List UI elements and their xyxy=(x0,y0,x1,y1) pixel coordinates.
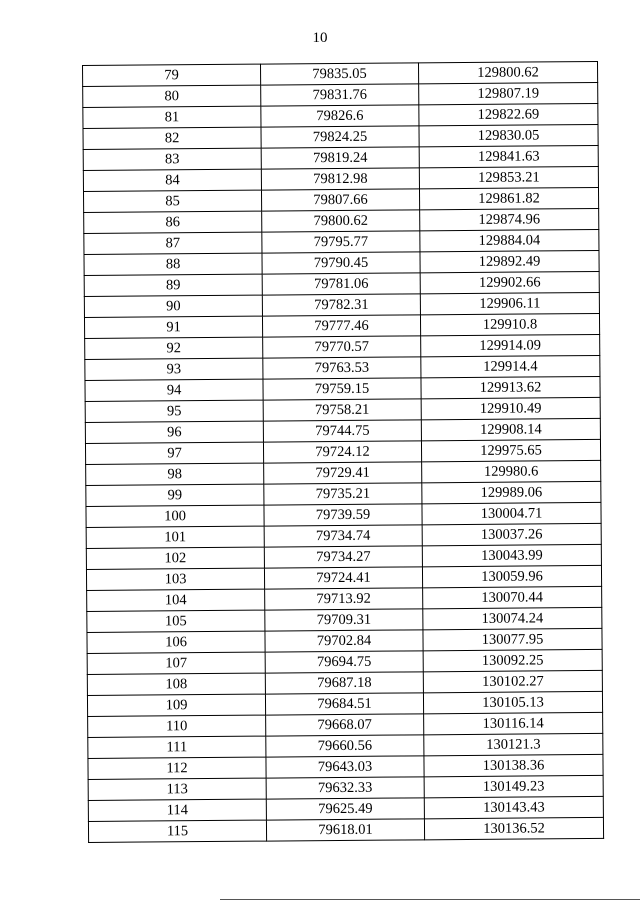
point-number-cell: 106 xyxy=(87,631,265,653)
y-coordinate-cell: 130004.71 xyxy=(422,502,601,524)
x-coordinate-cell: 79684.51 xyxy=(265,693,423,715)
x-coordinate-cell: 79687.18 xyxy=(265,672,423,694)
y-coordinate-cell: 130149.23 xyxy=(424,775,603,797)
x-coordinate-cell: 79759.15 xyxy=(263,378,421,400)
y-coordinate-cell: 130037.26 xyxy=(422,523,601,545)
point-number-cell: 91 xyxy=(84,316,262,338)
x-coordinate-cell: 79734.27 xyxy=(264,546,422,568)
y-coordinate-cell: 130121.3 xyxy=(424,733,603,755)
bottom-rule xyxy=(220,899,640,900)
y-coordinate-cell: 129906.11 xyxy=(420,292,599,314)
x-coordinate-cell: 79777.46 xyxy=(262,315,420,337)
coordinates-table-wrapper xyxy=(82,61,603,843)
point-number-cell: 92 xyxy=(85,337,263,359)
x-coordinate-cell: 79632.33 xyxy=(266,777,424,799)
x-coordinate-cell: 79729.41 xyxy=(264,462,422,484)
y-coordinate-cell: 129830.05 xyxy=(419,124,598,146)
point-number-cell: 97 xyxy=(85,442,263,464)
x-coordinate-cell: 79724.41 xyxy=(264,567,422,589)
x-coordinate-cell: 79824.25 xyxy=(261,126,419,148)
x-coordinate-cell: 79709.31 xyxy=(265,609,423,631)
x-coordinate-cell: 79702.84 xyxy=(265,630,423,652)
x-coordinate-cell: 79831.76 xyxy=(261,84,419,106)
y-coordinate-cell: 129874.96 xyxy=(420,208,599,230)
y-coordinate-cell: 130136.52 xyxy=(424,817,603,839)
point-number-cell: 83 xyxy=(83,148,261,170)
x-coordinate-cell: 79782.31 xyxy=(262,294,420,316)
point-number-cell: 93 xyxy=(85,358,263,380)
x-coordinate-cell: 79618.01 xyxy=(266,819,424,841)
x-coordinate-cell: 79668.07 xyxy=(266,714,424,736)
point-number-cell: 90 xyxy=(84,295,262,317)
point-number-cell: 86 xyxy=(84,211,262,233)
point-number-cell: 81 xyxy=(83,106,261,128)
point-number-cell: 114 xyxy=(88,799,266,821)
y-coordinate-cell: 130043.99 xyxy=(422,544,601,566)
x-coordinate-cell: 79770.57 xyxy=(263,336,421,358)
y-coordinate-cell: 129861.82 xyxy=(419,187,598,209)
point-number-cell: 88 xyxy=(84,253,262,275)
y-coordinate-cell: 129853.21 xyxy=(419,166,598,188)
y-coordinate-cell: 130059.96 xyxy=(422,565,601,587)
table-body xyxy=(83,61,604,842)
point-number-cell: 100 xyxy=(86,505,264,527)
x-coordinate-cell: 79835.05 xyxy=(260,63,418,85)
point-number-cell: 95 xyxy=(85,400,263,422)
y-coordinate-cell: 129807.19 xyxy=(419,82,598,104)
point-number-cell: 113 xyxy=(88,778,266,800)
point-number-cell: 111 xyxy=(88,736,266,758)
x-coordinate-cell: 79826.6 xyxy=(261,105,419,127)
point-number-cell: 80 xyxy=(83,85,261,107)
x-coordinate-cell: 79724.12 xyxy=(263,441,421,463)
point-number-cell: 105 xyxy=(87,610,265,632)
y-coordinate-cell: 129913.62 xyxy=(421,376,600,398)
point-number-cell: 107 xyxy=(87,652,265,674)
y-coordinate-cell: 129989.06 xyxy=(422,481,601,503)
x-coordinate-cell: 79625.49 xyxy=(266,798,424,820)
y-coordinate-cell: 129914.09 xyxy=(421,334,600,356)
x-coordinate-cell: 79807.66 xyxy=(261,189,419,211)
point-number-cell: 101 xyxy=(86,526,264,548)
y-coordinate-cell: 130102.27 xyxy=(423,670,602,692)
y-coordinate-cell: 130070.44 xyxy=(423,586,602,608)
point-number-cell: 104 xyxy=(87,589,265,611)
table-row xyxy=(88,817,603,842)
point-number-cell: 98 xyxy=(86,463,264,485)
coordinates-table xyxy=(82,61,604,843)
x-coordinate-cell: 79643.03 xyxy=(266,756,424,778)
y-coordinate-cell: 130092.25 xyxy=(423,649,602,671)
x-coordinate-cell: 79744.75 xyxy=(263,420,421,442)
point-number-cell: 87 xyxy=(84,232,262,254)
y-coordinate-cell: 130105.13 xyxy=(423,691,602,713)
y-coordinate-cell: 130074.24 xyxy=(423,607,602,629)
y-coordinate-cell: 129914.4 xyxy=(421,355,600,377)
x-coordinate-cell: 79781.06 xyxy=(262,273,420,295)
y-coordinate-cell: 130138.36 xyxy=(424,754,603,776)
point-number-cell: 109 xyxy=(87,694,265,716)
point-number-cell: 108 xyxy=(87,673,265,695)
y-coordinate-cell: 129892.49 xyxy=(420,250,599,272)
page-number: 10 xyxy=(312,30,328,46)
point-number-cell: 102 xyxy=(86,547,264,569)
x-coordinate-cell: 79734.74 xyxy=(264,525,422,547)
point-number-cell: 103 xyxy=(86,568,264,590)
y-coordinate-cell: 129908.14 xyxy=(421,418,600,440)
x-coordinate-cell: 79790.45 xyxy=(262,252,420,274)
x-coordinate-cell: 79758.21 xyxy=(263,399,421,421)
y-coordinate-cell: 129822.69 xyxy=(419,103,598,125)
y-coordinate-cell: 129975.65 xyxy=(421,439,600,461)
y-coordinate-cell: 130116.14 xyxy=(424,712,603,734)
x-coordinate-cell: 79819.24 xyxy=(261,147,419,169)
point-number-cell: 84 xyxy=(83,169,261,191)
point-number-cell: 110 xyxy=(88,715,266,737)
point-number-cell: 82 xyxy=(83,127,261,149)
y-coordinate-cell: 129841.63 xyxy=(419,145,598,167)
point-number-cell: 89 xyxy=(84,274,262,296)
y-coordinate-cell: 129980.6 xyxy=(422,460,601,482)
point-number-cell: 85 xyxy=(83,190,261,212)
x-coordinate-cell: 79795.77 xyxy=(262,231,420,253)
point-number-cell: 79 xyxy=(83,64,261,86)
x-coordinate-cell: 79735.21 xyxy=(264,483,422,505)
y-coordinate-cell: 130077.95 xyxy=(423,628,602,650)
y-coordinate-cell: 129910.8 xyxy=(420,313,599,335)
x-coordinate-cell: 79763.53 xyxy=(263,357,421,379)
point-number-cell: 112 xyxy=(88,757,266,779)
y-coordinate-cell: 129910.49 xyxy=(421,397,600,419)
y-coordinate-cell: 129902.66 xyxy=(420,271,599,293)
point-number-cell: 99 xyxy=(86,484,264,506)
x-coordinate-cell: 79739.59 xyxy=(264,504,422,526)
point-number-cell: 96 xyxy=(85,421,263,443)
x-coordinate-cell: 79800.62 xyxy=(262,210,420,232)
y-coordinate-cell: 129800.62 xyxy=(418,61,597,83)
y-coordinate-cell: 130143.43 xyxy=(424,796,603,818)
point-number-cell: 115 xyxy=(88,820,266,842)
x-coordinate-cell: 79812.98 xyxy=(261,168,419,190)
x-coordinate-cell: 79660.56 xyxy=(266,735,424,757)
point-number-cell: 94 xyxy=(85,379,263,401)
x-coordinate-cell: 79713.92 xyxy=(265,588,423,610)
x-coordinate-cell: 79694.75 xyxy=(265,651,423,673)
y-coordinate-cell: 129884.04 xyxy=(420,229,599,251)
